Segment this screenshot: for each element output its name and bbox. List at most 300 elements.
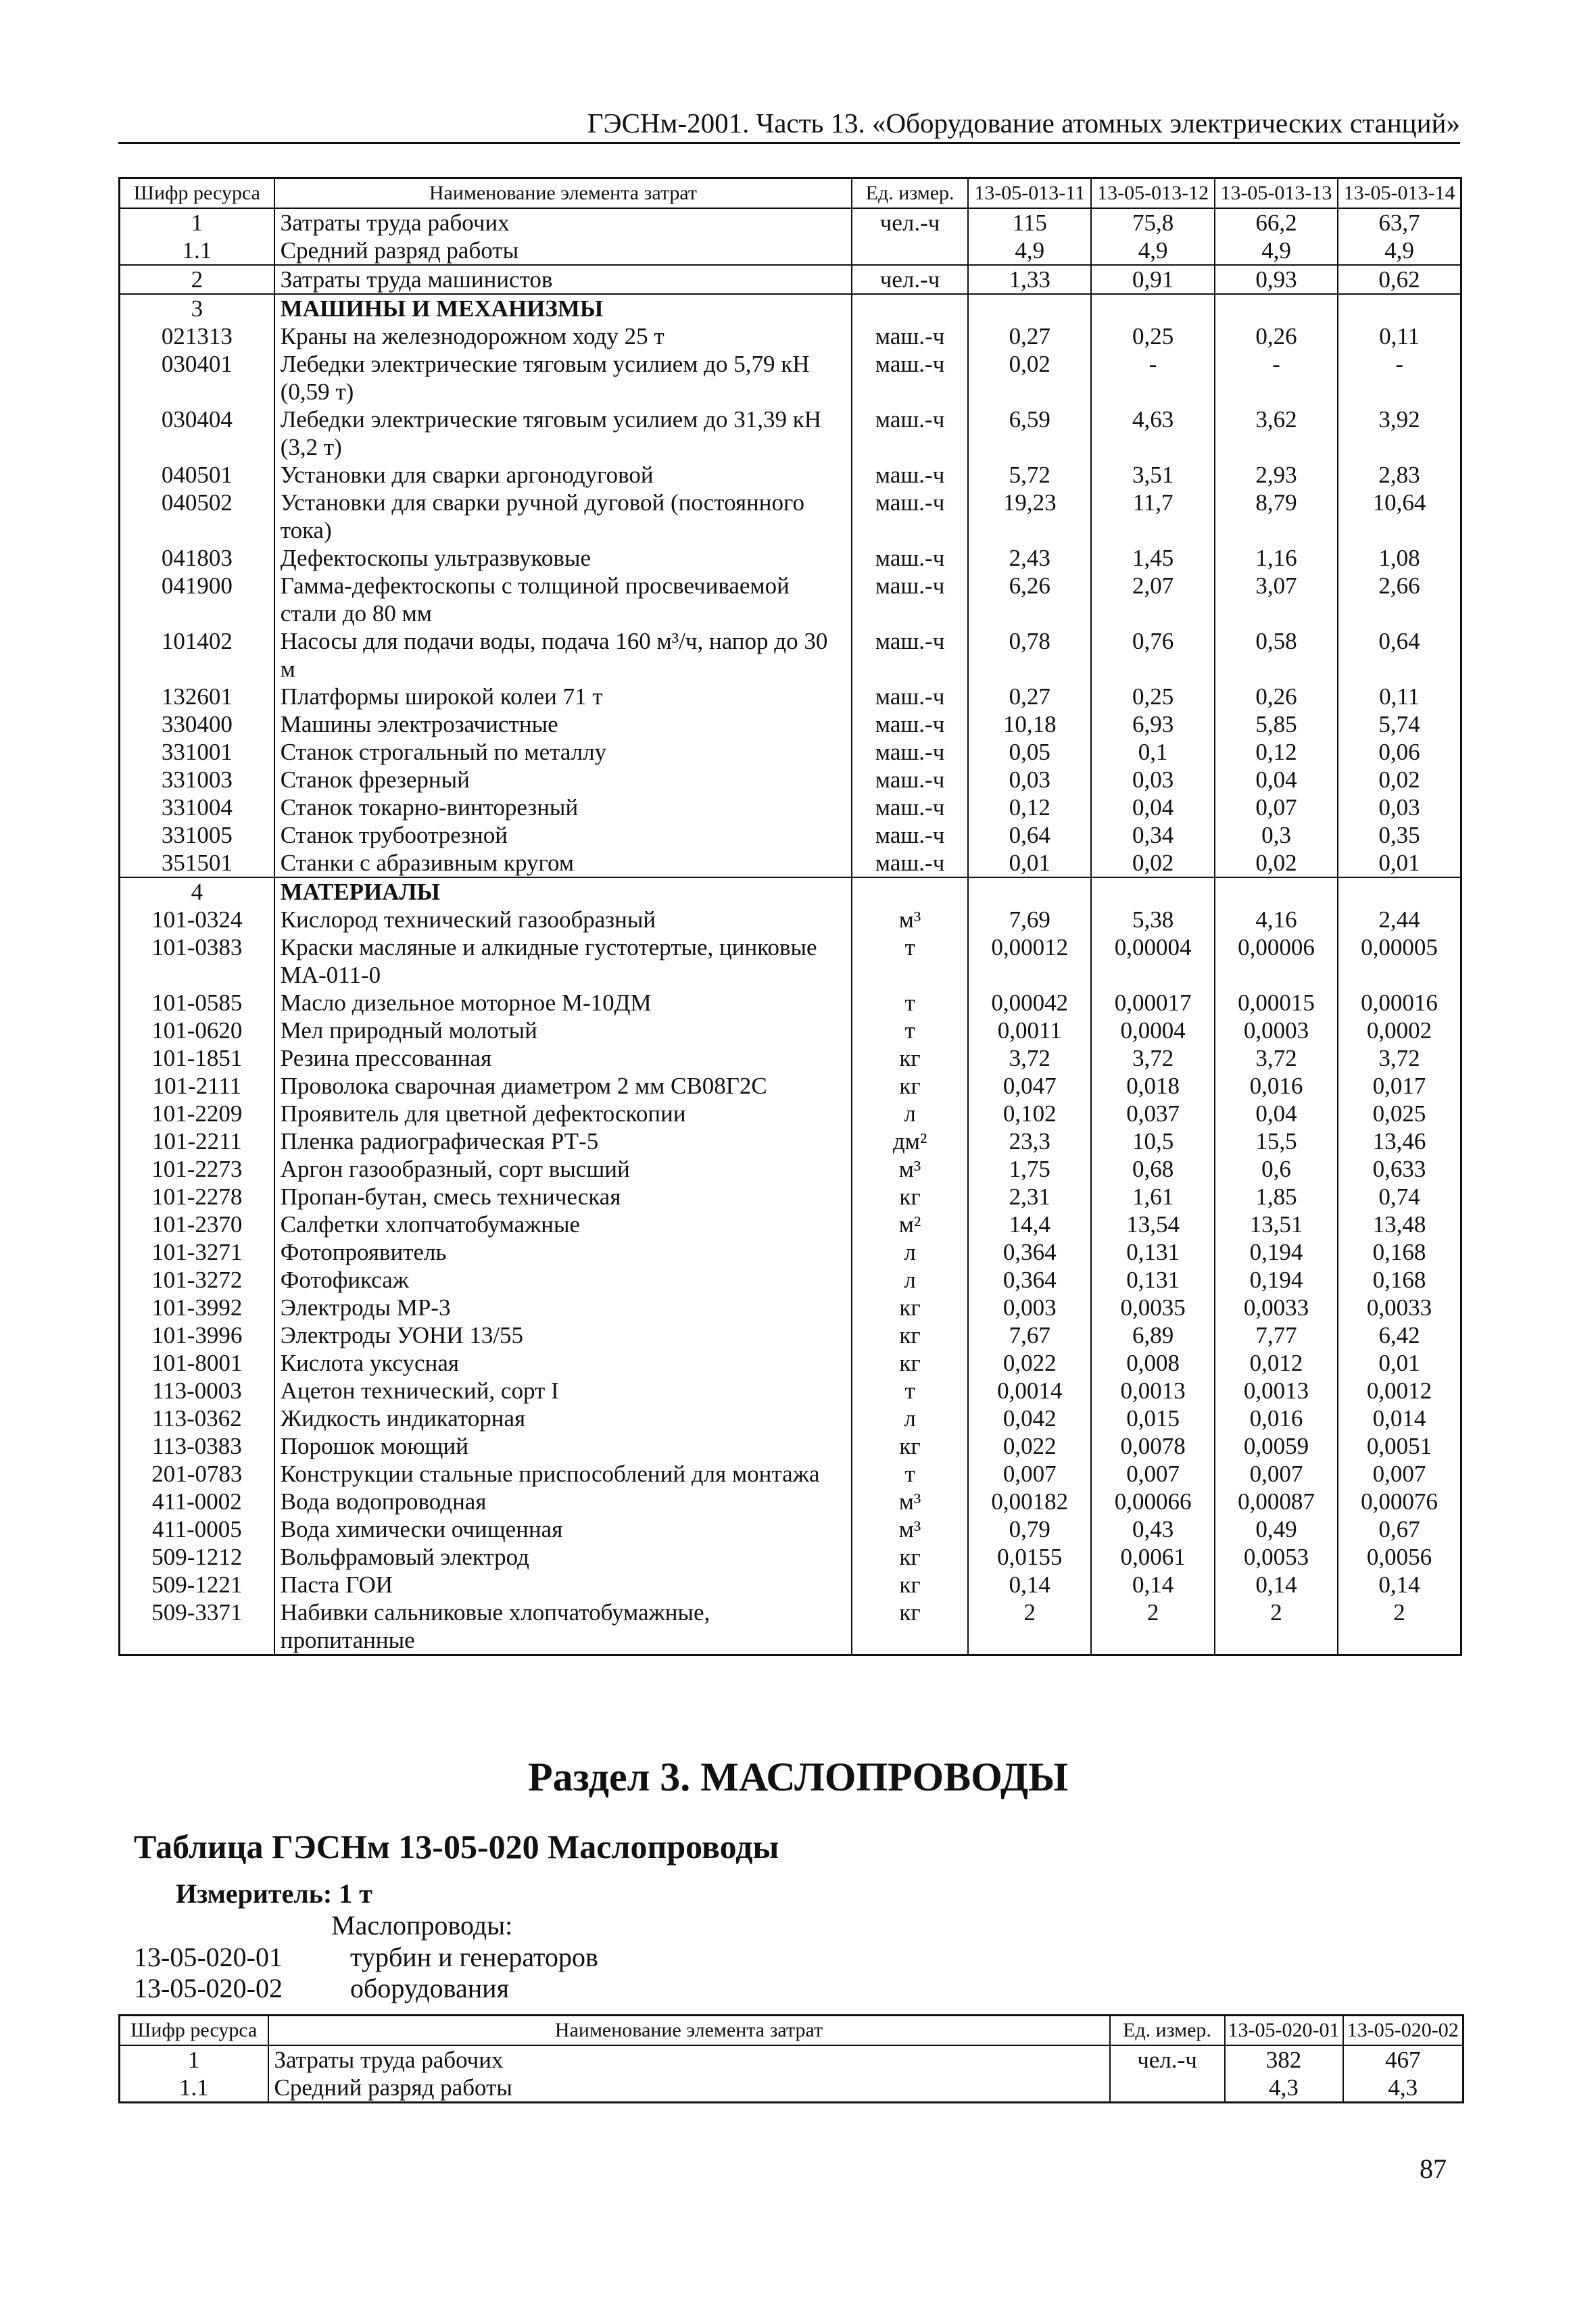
norm-value	[1215, 877, 1338, 906]
norm-value: 0,0012	[1338, 1377, 1461, 1405]
norm-value: 0,00182	[968, 1488, 1091, 1515]
running-header: ГЭСНм-2001. Часть 13. «Оборудование атомных электрических станций»	[118, 107, 1460, 144]
table-row	[120, 683, 1461, 710]
norm-value: 0,0003	[1215, 1017, 1338, 1044]
norm-value: 0,12	[1215, 738, 1338, 766]
resource-code: 113-0362	[120, 1405, 274, 1432]
norm-value: 0,003	[968, 1294, 1091, 1321]
cost-element-name: Электроды УОНИ 13/55	[274, 1321, 852, 1349]
cost-element-name: Машины электрозачистные	[274, 710, 852, 738]
norm-value: 0,042	[968, 1405, 1091, 1432]
norm-value: 0,62	[1338, 265, 1461, 294]
norm-value: 382	[1225, 2045, 1343, 2074]
unit: м³	[852, 1488, 968, 1515]
table-row	[120, 1599, 1461, 1655]
header-row	[120, 178, 1461, 209]
norm-value: 5,85	[1215, 710, 1338, 738]
resource-code: 101-0585	[120, 989, 274, 1017]
column-header: 13-05-013-11	[968, 178, 1091, 209]
cost-element-name: Вольфрамовый электрод	[274, 1543, 852, 1571]
norm-value: 6,93	[1091, 710, 1214, 738]
cost-element-name: Салфетки хлопчатобумажные	[274, 1211, 852, 1238]
cost-element-name: Пленка радиографическая РТ-5	[274, 1127, 852, 1155]
cost-element-name: Станок трубоотрезной	[274, 821, 852, 849]
unit: кг	[852, 1543, 968, 1571]
cost-element-name: МАТЕРИАЛЫ	[274, 877, 852, 906]
resource-code: 509-3371	[120, 1599, 274, 1655]
norm-value: 1,33	[968, 265, 1091, 294]
work-name: оборудования	[350, 1973, 509, 2003]
norm-value: 4,3	[1225, 2074, 1343, 2103]
table-row	[120, 1405, 1461, 1432]
norm-value: 0,68	[1091, 1155, 1214, 1183]
unit: кг	[852, 1072, 968, 1100]
cost-element-name: Дефектоскопы ультразвуковые	[274, 544, 852, 572]
norm-value: 3,92	[1338, 406, 1461, 461]
norm-value: 0,64	[1338, 627, 1461, 683]
column-header: 13-05-013-14	[1338, 178, 1461, 209]
norm-value: 0,047	[968, 1072, 1091, 1100]
resource-code: 331004	[120, 794, 274, 821]
norm-value: 0,25	[1091, 683, 1214, 710]
cost-element-name: Мел природный молотый	[274, 1017, 852, 1044]
unit: чел.-ч	[852, 265, 968, 294]
resource-code: 1	[120, 2045, 268, 2074]
norm-value: 1,75	[968, 1155, 1091, 1183]
resource-code: 101-2278	[120, 1183, 274, 1211]
norm-value: 115	[968, 208, 1091, 237]
norm-value: 0,007	[1091, 1460, 1214, 1488]
unit: л	[852, 1266, 968, 1294]
cost-element-name: Краски масляные и алкидные густотертые, цинковые МА-011-0	[274, 933, 852, 989]
table-row	[120, 1432, 1461, 1460]
norm-value: 0,00016	[1338, 989, 1461, 1017]
table-row	[120, 1349, 1461, 1377]
norm-value: 1,16	[1215, 544, 1338, 572]
norm-value: 0,168	[1338, 1238, 1461, 1266]
resource-code: 1.1	[120, 237, 274, 265]
unit: маш.-ч	[852, 489, 968, 544]
norm-value: 0,02	[1091, 849, 1214, 877]
norm-value: 0,04	[1215, 766, 1338, 794]
norm-value	[968, 877, 1091, 906]
norm-value: 0,0061	[1091, 1543, 1214, 1571]
section-title: Раздел 3. МАСЛОПРОВОДЫ	[527, 1755, 1069, 1799]
norm-value: 0,00042	[968, 989, 1091, 1017]
norm-value: 0,633	[1338, 1155, 1461, 1183]
unit: кг	[852, 1294, 968, 1321]
norm-value: 2	[1215, 1599, 1338, 1655]
norm-value: 0,0051	[1338, 1432, 1461, 1460]
work-item	[134, 1972, 509, 2004]
table-row	[120, 1266, 1461, 1294]
norm-value: 5,38	[1091, 906, 1214, 933]
norm-value: 10,18	[968, 710, 1091, 738]
unit: маш.-ч	[852, 350, 968, 406]
resource-code: 101-2370	[120, 1211, 274, 1238]
resource-code: 330400	[120, 710, 274, 738]
norm-value: 467	[1343, 2045, 1464, 2074]
unit: т	[852, 989, 968, 1017]
norm-value	[968, 294, 1091, 322]
table-row	[120, 1321, 1461, 1349]
resource-code: 331005	[120, 821, 274, 849]
norm-value: 0,014	[1338, 1405, 1461, 1432]
unit: маш.-ч	[852, 322, 968, 350]
norm-value: 0,0033	[1338, 1294, 1461, 1321]
norm-value: 4,63	[1091, 406, 1214, 461]
cost-element-name: Станки с абразивным кругом	[274, 849, 852, 877]
norm-value: 0,131	[1091, 1238, 1214, 1266]
norm-value: 0,016	[1215, 1072, 1338, 1100]
cost-element-name: Насосы для подачи воды, подача 160 м³/ч, напор до 30 м	[274, 627, 852, 683]
table-row	[120, 1127, 1461, 1155]
norm-value: 0,03	[1091, 766, 1214, 794]
norm-value	[1338, 877, 1461, 906]
measure-label: Измеритель:	[176, 1878, 333, 1909]
table-row	[120, 489, 1461, 544]
table-row	[120, 2045, 1464, 2074]
unit: кг	[852, 1571, 968, 1599]
column-header: 13-05-013-12	[1091, 178, 1214, 209]
cost-element-name: Резина прессованная	[274, 1044, 852, 1072]
unit: м³	[852, 1155, 968, 1183]
resource-code: 021313	[120, 322, 274, 350]
table-row	[120, 1571, 1461, 1599]
table-row	[120, 1183, 1461, 1211]
cost-element-name: Станок фрезерный	[274, 766, 852, 794]
norm-value: 0,67	[1338, 1515, 1461, 1543]
works-title: Маслопроводы:	[331, 1910, 513, 1941]
norm-value: 15,5	[1215, 1127, 1338, 1155]
norm-value: 0,04	[1091, 794, 1214, 821]
resource-code: 101-2111	[120, 1072, 274, 1100]
resource-code: 040502	[120, 489, 274, 544]
norm-value	[1215, 294, 1338, 322]
table-row	[120, 1155, 1461, 1183]
table-row	[120, 1294, 1461, 1321]
norm-value	[1338, 294, 1461, 322]
column-header: Наименование элемента затрат	[274, 178, 852, 209]
cost-element-name: Кислота уксусная	[274, 1349, 852, 1377]
cost-element-name: Вода химически очищенная	[274, 1515, 852, 1543]
norm-value: 0,78	[968, 627, 1091, 683]
norm-value: 3,72	[1091, 1044, 1214, 1072]
resource-code: 411-0002	[120, 1488, 274, 1515]
norm-value: 0,00066	[1091, 1488, 1214, 1515]
resource-table-13-05-013	[118, 177, 1462, 1656]
cost-element-name: Фотопроявитель	[274, 1238, 852, 1266]
norm-value: 23,3	[968, 1127, 1091, 1155]
norm-value: 0,194	[1215, 1266, 1338, 1294]
unit: кг	[852, 1321, 968, 1349]
cost-element-name: Пропан-бутан, смесь техническая	[274, 1183, 852, 1211]
norm-value	[1091, 877, 1214, 906]
norm-value: 6,59	[968, 406, 1091, 461]
column-header: Шифр ресурса	[120, 2016, 268, 2046]
norm-value: 4,3	[1343, 2074, 1464, 2103]
norm-value: 4,9	[1215, 237, 1338, 265]
measure-line	[176, 1878, 372, 1909]
table-row	[120, 794, 1461, 821]
cost-element-name: Проявитель для цветной дефектоскопии	[274, 1100, 852, 1127]
resource-code: 101-0620	[120, 1017, 274, 1044]
table-row	[120, 265, 1461, 294]
table-row	[120, 766, 1461, 794]
norm-value: 0,008	[1091, 1349, 1214, 1377]
resource-code: 201-0783	[120, 1460, 274, 1488]
resource-code: 041900	[120, 572, 274, 627]
norm-value: 75,8	[1091, 208, 1214, 237]
unit: чел.-ч	[1110, 2045, 1225, 2074]
norm-value: 0,01	[968, 849, 1091, 877]
resource-code: 331001	[120, 738, 274, 766]
table-row	[120, 350, 1461, 406]
norm-value: 2	[968, 1599, 1091, 1655]
table-row	[120, 933, 1461, 989]
unit	[852, 237, 968, 265]
resource-code: 101-2211	[120, 1127, 274, 1155]
norm-value: 0,6	[1215, 1155, 1338, 1183]
norm-value: 0,00087	[1215, 1488, 1338, 1515]
column-header: 13-05-020-01	[1225, 2016, 1343, 2046]
resource-code: 1.1	[120, 2074, 268, 2103]
norm-value: 0,26	[1215, 322, 1338, 350]
norm-value: 2,44	[1338, 906, 1461, 933]
cost-element-name: Ацетон технический, сорт I	[274, 1377, 852, 1405]
unit: маш.-ч	[852, 627, 968, 683]
work-code: 13-05-020-01	[134, 1942, 283, 1972]
norm-value: 66,2	[1215, 208, 1338, 237]
resource-code: 331003	[120, 766, 274, 794]
cost-element-name: Гамма-дефектоскопы с толщиной просвечиваемой стали до 80 мм	[274, 572, 852, 627]
norm-value: 0,02	[1338, 766, 1461, 794]
unit	[852, 877, 968, 906]
cost-element-name: Затраты труда машинистов	[274, 265, 852, 294]
norm-value: 0,11	[1338, 322, 1461, 350]
norm-value: 0,00017	[1091, 989, 1214, 1017]
norm-value: 4,9	[1091, 237, 1214, 265]
norm-value: 0,03	[1338, 794, 1461, 821]
norm-value: 0,168	[1338, 1266, 1461, 1294]
norm-value: 13,51	[1215, 1211, 1338, 1238]
cost-element-name: Жидкость индикаторная	[274, 1405, 852, 1432]
norm-value: 0,76	[1091, 627, 1214, 683]
norm-value: 0,00004	[1091, 933, 1214, 989]
resource-code: 030404	[120, 406, 274, 461]
resource-code: 509-1221	[120, 1571, 274, 1599]
norm-value: 0,05	[968, 738, 1091, 766]
norm-value: 0,79	[968, 1515, 1091, 1543]
unit: м²	[852, 1211, 968, 1238]
norm-value: 2,31	[968, 1183, 1091, 1211]
norm-value: 0,14	[968, 1571, 1091, 1599]
unit: м³	[852, 1515, 968, 1543]
table-row	[120, 1488, 1461, 1515]
page-number: 87	[1420, 2153, 1447, 2184]
table-row	[120, 1044, 1461, 1072]
unit: маш.-ч	[852, 794, 968, 821]
norm-value: 13,48	[1338, 1211, 1461, 1238]
norm-value: 0,93	[1215, 265, 1338, 294]
unit: л	[852, 1100, 968, 1127]
norm-value: 0,0033	[1215, 1294, 1338, 1321]
unit: маш.-ч	[852, 849, 968, 877]
unit: маш.-ч	[852, 572, 968, 627]
resource-code: 411-0005	[120, 1515, 274, 1543]
resource-code: 509-1212	[120, 1543, 274, 1571]
cost-element-name: Краны на железнодорожном ходу 25 т	[274, 322, 852, 350]
norm-value: 0,0011	[968, 1017, 1091, 1044]
unit: маш.-ч	[852, 821, 968, 849]
cost-element-name: МАШИНЫ И МЕХАНИЗМЫ	[274, 294, 852, 322]
cost-element-name: Кислород технический газообразный	[274, 906, 852, 933]
cost-element-name: Фотофиксаж	[274, 1266, 852, 1294]
norm-value: 0,0059	[1215, 1432, 1338, 1460]
norm-value: 0,131	[1091, 1266, 1214, 1294]
resource-code: 351501	[120, 849, 274, 877]
unit: маш.-ч	[852, 683, 968, 710]
norm-value: 1,45	[1091, 544, 1214, 572]
table-row	[120, 1377, 1461, 1405]
norm-value: -	[1091, 350, 1214, 406]
cost-element-name: Проволока сварочная диаметром 2 мм СВ08Г2С	[274, 1072, 852, 1100]
cost-element-name: Конструкции стальные приспособлений для монтажа	[274, 1460, 852, 1488]
table-row	[120, 208, 1461, 237]
norm-value: 11,7	[1091, 489, 1214, 544]
norm-value: 0,007	[968, 1460, 1091, 1488]
cost-element-name: Станок строгальный по металлу	[274, 738, 852, 766]
norm-value: 1,08	[1338, 544, 1461, 572]
norm-value: 10,5	[1091, 1127, 1214, 1155]
table-row	[120, 572, 1461, 627]
unit: кг	[852, 1183, 968, 1211]
norm-value: 4,16	[1215, 906, 1338, 933]
table-row	[120, 821, 1461, 849]
column-header: Ед. измер.	[1110, 2016, 1225, 2046]
norm-value: 0,1	[1091, 738, 1214, 766]
norm-value: 8,79	[1215, 489, 1338, 544]
norm-value: 0,74	[1338, 1183, 1461, 1211]
norm-value: 3,72	[968, 1044, 1091, 1072]
norm-value: 3,07	[1215, 572, 1338, 627]
column-header: Наименование элемента затрат	[268, 2016, 1110, 2046]
work-item	[134, 1941, 598, 1973]
norm-value: 2	[1091, 1599, 1214, 1655]
norm-value: 0,0013	[1091, 1377, 1214, 1405]
resource-code: 040501	[120, 461, 274, 489]
norm-value: 2	[1338, 1599, 1461, 1655]
unit: чел.-ч	[852, 208, 968, 237]
table-row	[120, 237, 1461, 265]
norm-value: 1,85	[1215, 1183, 1338, 1211]
norm-value: 0,49	[1215, 1515, 1338, 1543]
resource-table-13-05-020	[118, 2014, 1464, 2103]
norm-value: 0,007	[1338, 1460, 1461, 1488]
norm-value: 0,0014	[968, 1377, 1091, 1405]
cost-element-name: Лебедки электрические тяговым усилием до 5,79 кН (0,59 т)	[274, 350, 852, 406]
norm-value: 0,11	[1338, 683, 1461, 710]
norm-value: 1,61	[1091, 1183, 1214, 1211]
resource-code: 132601	[120, 683, 274, 710]
norm-value: 4,9	[1338, 237, 1461, 265]
unit: маш.-ч	[852, 738, 968, 766]
norm-value: 10,64	[1338, 489, 1461, 544]
norm-value: 0,0035	[1091, 1294, 1214, 1321]
norm-value: -	[1338, 350, 1461, 406]
norm-value: 2,43	[968, 544, 1091, 572]
norm-value: 0,64	[968, 821, 1091, 849]
norm-value: 0,00006	[1215, 933, 1338, 989]
unit: кг	[852, 1432, 968, 1460]
table-row	[120, 906, 1461, 933]
table-row	[120, 627, 1461, 683]
table-row	[120, 989, 1461, 1017]
norm-value: 0,35	[1338, 821, 1461, 849]
norm-value: 0,58	[1215, 627, 1338, 683]
norm-value: 2,66	[1338, 572, 1461, 627]
cost-element-name: Набивки сальниковые хлопчатобумажные, пропитанные	[274, 1599, 852, 1655]
norm-value: 0,0002	[1338, 1017, 1461, 1044]
unit: л	[852, 1238, 968, 1266]
resource-code: 101-3271	[120, 1238, 274, 1266]
cost-element-name: Лебедки электрические тяговым усилием до 31,39 кН (3,2 т)	[274, 406, 852, 461]
table-row	[120, 544, 1461, 572]
norm-value: 0,14	[1338, 1571, 1461, 1599]
unit: маш.-ч	[852, 766, 968, 794]
column-header: Ед. измер.	[852, 178, 968, 209]
unit: м³	[852, 906, 968, 933]
unit: маш.-ч	[852, 544, 968, 572]
norm-value: 3,62	[1215, 406, 1338, 461]
norm-value: 7,69	[968, 906, 1091, 933]
cost-element-name: Порошок моющий	[274, 1432, 852, 1460]
work-code: 13-05-020-02	[134, 1973, 283, 2003]
unit: т	[852, 1377, 968, 1405]
unit: кг	[852, 1349, 968, 1377]
resource-code: 1	[120, 208, 274, 237]
measure-value: 1 т	[339, 1878, 372, 1909]
norm-value: 2,07	[1091, 572, 1214, 627]
norm-value: 3,51	[1091, 461, 1214, 489]
cost-element-name: Масло дизельное моторное М-10ДМ	[274, 989, 852, 1017]
norm-value: 0,0053	[1215, 1543, 1338, 1571]
norm-value: 0,26	[1215, 683, 1338, 710]
unit: маш.-ч	[852, 406, 968, 461]
norm-value: 0,037	[1091, 1100, 1214, 1127]
table-row	[120, 1238, 1461, 1266]
cost-element-name: Паста ГОИ	[274, 1571, 852, 1599]
norm-value: 0,27	[968, 683, 1091, 710]
cost-element-name: Средний разряд работы	[268, 2074, 1110, 2103]
unit: т	[852, 933, 968, 989]
cost-element-name: Установки для сварки ручной дуговой (постоянного тока)	[274, 489, 852, 544]
cost-element-name: Средний разряд работы	[274, 237, 852, 265]
table-row	[120, 1515, 1461, 1543]
norm-value: 0,12	[968, 794, 1091, 821]
column-header: Шифр ресурса	[120, 178, 274, 209]
norm-value: 0,91	[1091, 265, 1214, 294]
norm-value: 0,01	[1338, 849, 1461, 877]
table-row	[120, 2074, 1464, 2103]
work-name: турбин и генераторов	[350, 1942, 598, 1972]
norm-value: 0,02	[968, 350, 1091, 406]
norm-value: 0,194	[1215, 1238, 1338, 1266]
resource-code: 101-1851	[120, 1044, 274, 1072]
table-row	[120, 1017, 1461, 1044]
cost-element-name: Электроды МР-3	[274, 1294, 852, 1321]
norm-value: 13,46	[1338, 1127, 1461, 1155]
